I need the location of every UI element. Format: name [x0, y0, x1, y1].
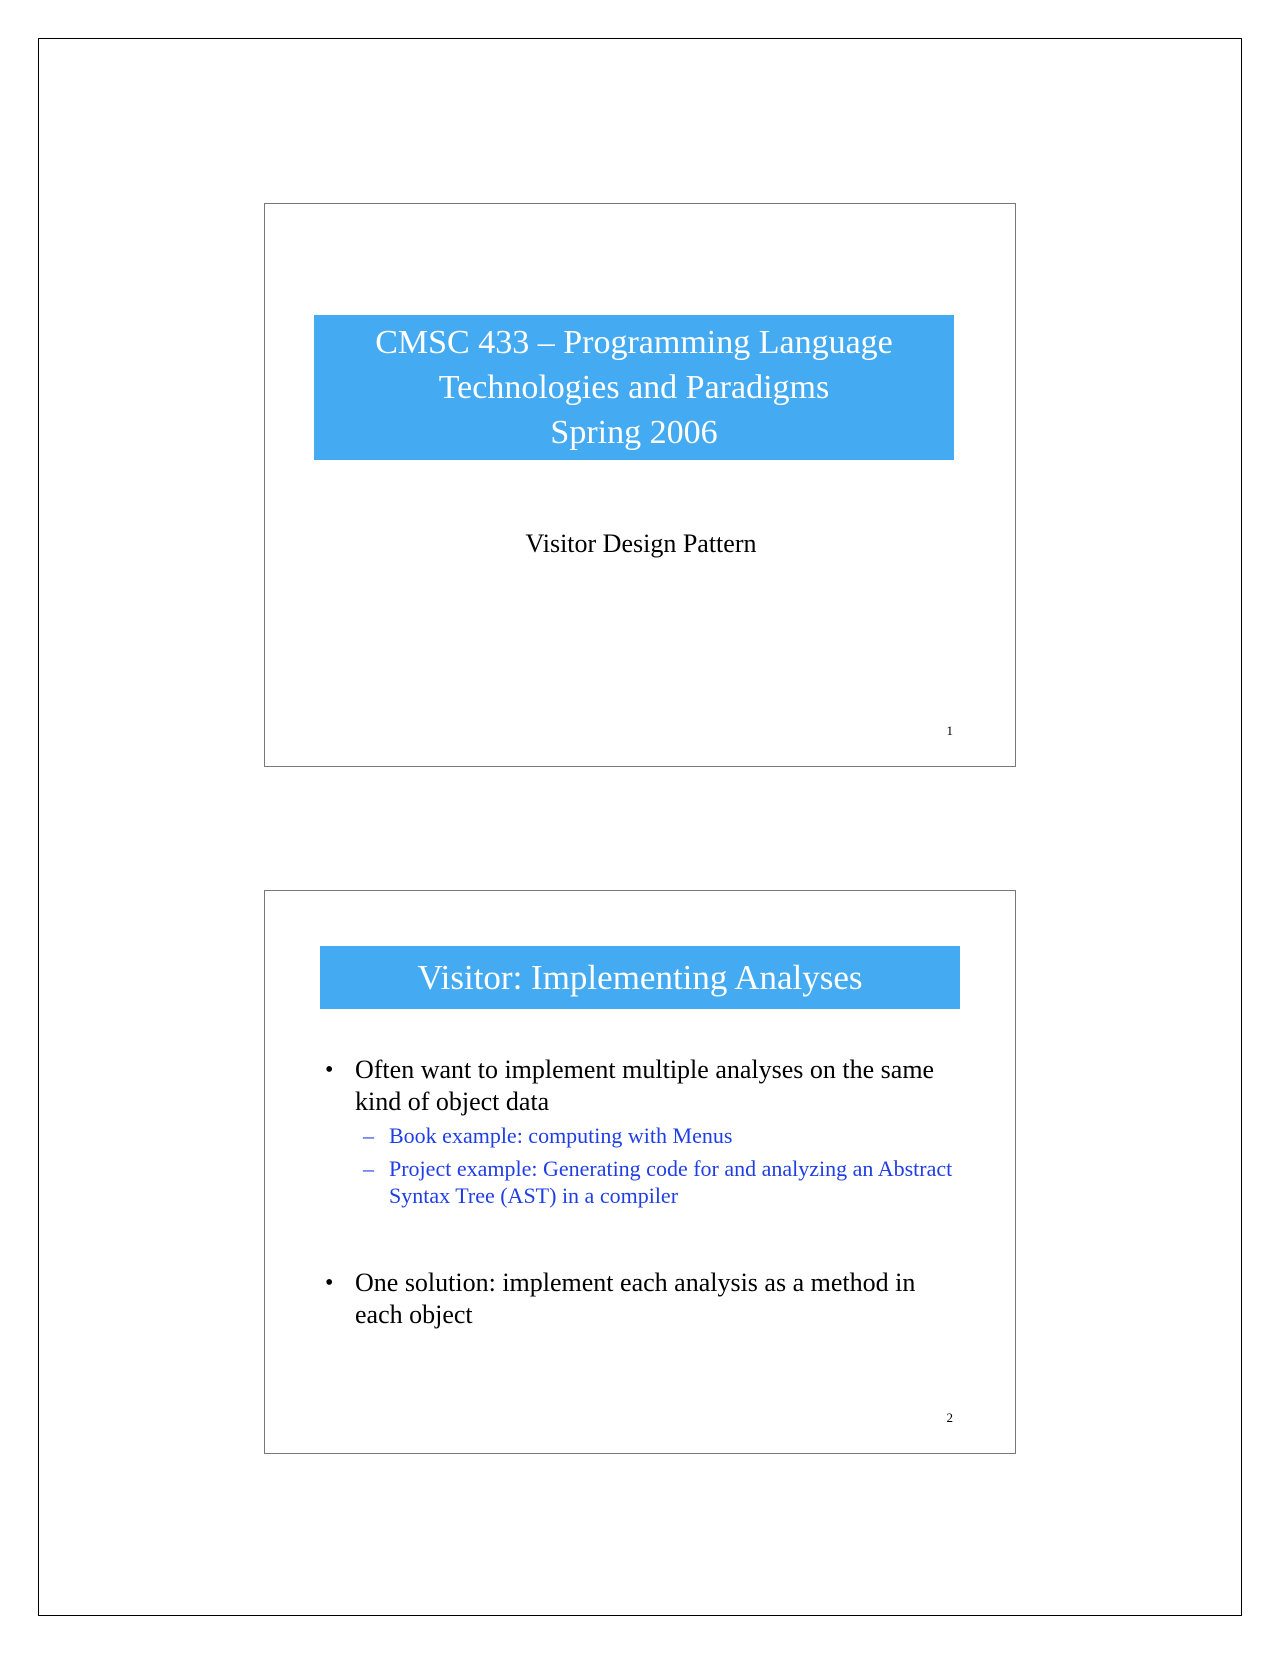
slide-2-number: 2 — [946, 1410, 953, 1425]
slide-1-title-line-1: CMSC 433 – Programming Language — [375, 324, 893, 361]
sub-bullet-marker: – — [363, 1156, 374, 1181]
bullet-text: One solution: implement each analysis as a method in each object — [355, 1268, 916, 1329]
bullet-text: Often want to implement multiple analyses on the same kind of object data — [355, 1055, 935, 1116]
slide-1-title-line-3: Spring 2006 — [550, 414, 718, 451]
sub-bullet-marker: – — [363, 1123, 374, 1148]
slide-1-title — [314, 315, 954, 460]
slide-2 — [264, 890, 1016, 1454]
sub-bullet-text: Book example: computing with Menus — [389, 1123, 733, 1148]
sub-bullet-item — [355, 1122, 965, 1149]
bullet-item — [325, 1054, 965, 1209]
sub-bullet-list — [355, 1122, 965, 1209]
bullet-item — [325, 1267, 965, 1331]
slide-1-title-line-2: Technologies and Paradigms — [438, 369, 830, 406]
slide-1-number: 1 — [946, 723, 953, 738]
sub-bullet-text: Project example: Generating code for and analyzing an Abstract Syntax Tree (AST) in a compiler — [389, 1156, 953, 1208]
bullet-marker: • — [325, 1057, 334, 1083]
sub-bullet-item — [355, 1155, 965, 1209]
slide-2-title: Visitor: Implementing Analyses — [320, 946, 960, 1009]
slide-1 — [264, 203, 1016, 767]
bullet-marker: • — [325, 1270, 334, 1296]
slide-2-bullet-list — [325, 1054, 965, 1331]
slide-1-subtitle: Visitor Design Pattern — [525, 529, 757, 558]
